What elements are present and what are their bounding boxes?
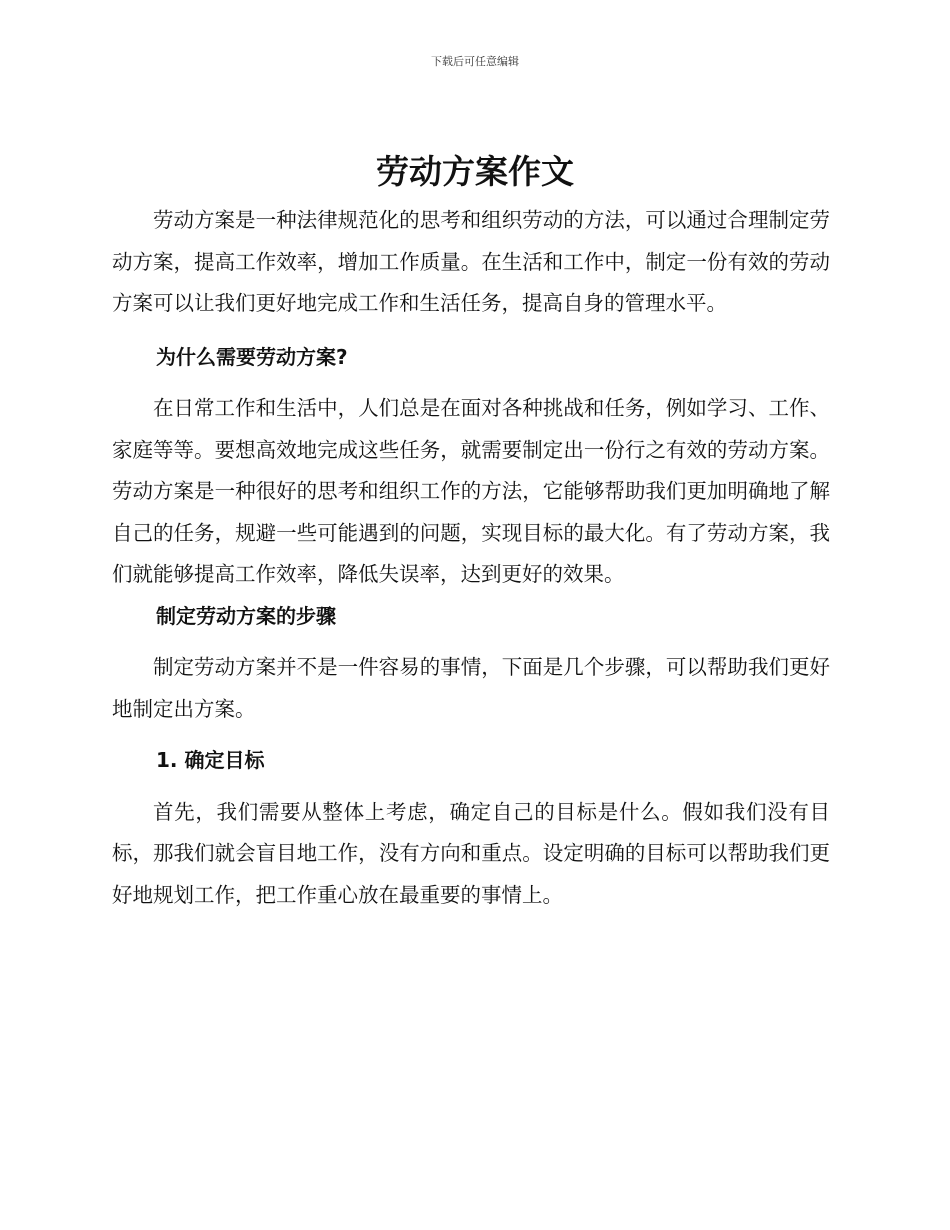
intro-paragraph: 劳动方案是一种法律规范化的思考和组织劳动的方法，可以通过合理制定劳动方案，提高工作效率，增加工作质量。在生活和工作中，制定一份有效的劳动方案可以让我们更好地完成工作和生活任务，提高自身的管理水平。 — [112, 208, 830, 315]
page-header-note: 下载后可任意编辑 — [431, 55, 519, 68]
document-title: 劳动方案作文 — [376, 152, 574, 191]
document-body — [112, 200, 830, 916]
step-heading-1: 1. 确定目标 — [156, 748, 265, 772]
step-1-paragraph: 首先，我们需要从整体上考虑，确定自己的目标是什么。假如我们没有目标，那我们就会盲目地工作，没有方向和重点。设定明确的目标可以帮助我们更好地规划工作，把工作重心放在最重要的事情上。 — [112, 799, 830, 907]
section-heading-steps: 制定劳动方案的步骤 — [156, 603, 336, 628]
steps-intro-paragraph: 制定劳动方案并不是一件容易的事情，下面是几个步骤，可以帮助我们更好地制定出方案。 — [112, 655, 830, 721]
why-paragraph: 在日常工作和生活中，人们总是在面对各种挑战和任务，例如学习、工作、家庭等等。要想高效地完成这些任务，就需要制定出一份行之有效的劳动方案。劳动方案是一种很好的思考和组织工作的方法，它能够帮助我们更加明确地了解自己的任务，规避一些可能遇到的问题，实现目标的最大化。有了劳动方案，我们就能够提高工作效率，降低失误率，达到更好的效果。 — [112, 396, 830, 586]
section-heading-why: 为什么需要劳动方案? — [156, 344, 348, 369]
